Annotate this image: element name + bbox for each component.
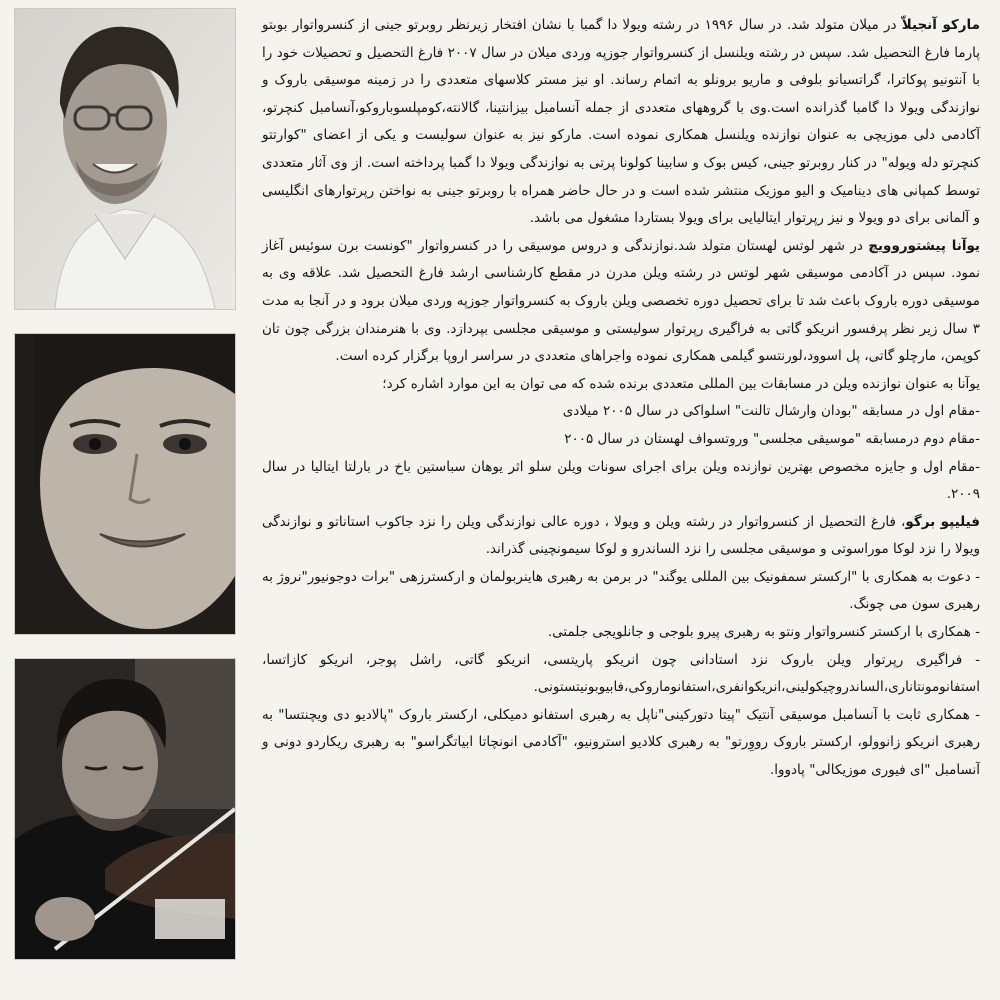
bio-body: در میلان متولد شد. در سال ۱۹۹۶ در رشته ویولا دا گمبا با نشان افتخار زیرنظر روبرتو جینی از کنسرواتوار بوبتو پارما فارغ التحصیل شد. سپس در رشته ویلنسل از کنسرواتوار جوزپه وردی میلان در سال ۲۰۰۷ فارغ التحصیل و تحصیلات خود را با آنتونیو پوکاترا، گراتسیانو بلوفی و ماریو برونلو به اتمام رساند. او نیز مستر کلاسهای متعددی را در زمینه موسیقی باروک و نوازندگی ویولا دا گامبا گذرانده است.وی با گروههای متعددی از جمله آنسامبل بیزانتینا، گالانته،کومپلسوباروکو،آنسامبل کنچرتو، آکادمی دلی موزیچی به عنوان نوازنده ویلنسل همکاری نموده است. مارکو نیز به عنوان سولیست و یکی از اعضای "کوارتتو کنچرتو دله ویوله" در کنار روبرتو جینی، کیس بوک و سابینا کولونا پرتی به نوازندگی ویولا دا گمبا پرداخته است. از وی آثار متعددی توسط کمپانی های دینامیک و الیو موزیک منتشر شده است و در حال حاضر همراه با روبرتو جینی به نواختن رپرتوارهای انگلیسی و آلمانی برای دو ویولا و نیز رپرتوار ایتالیایی برای ویولا بستاردا مشغول می باشد. [262, 17, 980, 227]
portrait-violinist-image [15, 659, 235, 959]
portrait-man-glasses-image [15, 9, 235, 309]
list-item: - فراگیری رپرتوار ویلن باروک نزد استادانی چون انریکو پاریتسی، انریکو گاتی، راشل پوجر، انریکو کازاتسا، استفانومونتاناری،الساندروچیکولینی،انریکوانفری،استفانوماروکی،فابیوبونیتستونی. [262, 651, 980, 696]
bio-body: ، فارغ التحصیل از کنسرواتوار در رشته ویلن و ویولا ، دوره عالی نوازندگی ویلن را نزد جاکوب استاناتو و نوازندگی ویولا را نزد لوکا موراسوتی و موسیقی مجلسی را نزد الساندرو و لوکا سیمونچینی گذراند. [262, 513, 980, 558]
list-item: - همکاری ثابت با آنسامبل موسیقی آنتیک "پیتا دتورکینی"ناپل به رهبری استفانو دمیکلی، ارکستر باروک "پالادیو دی ویچنتسا" به رهبری انریکو زانوولو، ارکستر باروک رووِرتو" به رهبری کلادیو استرونیو، "آکادمی انونچاتا ابیاتگراسو" به رهبری ریکاردو دونی و آنسامبل "ای فیوری موزیکالی" پادووا. [262, 706, 980, 779]
bio-marco-angilella [262, 12, 980, 233]
list-item: -مقام اول و جایزه مخصوص بهترین نوازنده ویلن برای اجرای سونات ویلن سلو اثر یوهان سباستین باخ در بارلتا ایتالیا در سال ۲۰۰۹. [262, 458, 980, 503]
bio-filippo-bergo [262, 509, 980, 785]
bio-body: در شهر لوتس لهستان متولد شد.نوازندگی و دروس موسیقی را در کنسرواتوار "کونست برن سوئیس آغاز نمود. سپس در آکادمی موسیقی شهر لوتس در رشته ویلن مدرن در مقطع کارشناسی ارشد فارغ التحصیل شد. علاقه وی به موسیقی دوره باروک باعث شد تا برای تحصیل دوره تخصصی ویلن باروک به کنسرواتوار جوزپه وردی میلان برود و در آنجا به مدت ۳ سال زیر نظر پرفسور انریکو گاتی به فراگیری رپرتوار سولیستی و موسیقی مجلسی بپردازد. وی با هنرمندان بزرگی چون تان کوپمن، مارچلو گاتی، پل اسوود،لورنتسو گیلمی همکاری نموده واجراهای متعددی در سراسر اروپا برگزار کرده است. [262, 237, 980, 365]
list-item: -مقام دوم درمسابقه "موسیقی مجلسی" وروتسواف لهستان در سال ۲۰۰۵ [564, 430, 980, 447]
portrait-woman-smiling-image [15, 334, 235, 634]
musician-name: یوآنا پیشتوروویچ [868, 237, 980, 254]
musician-name: مارکو آنجیلاّ [901, 17, 980, 33]
bio-paragraph [262, 12, 980, 233]
list-item: - دعوت به همکاری با "ارکستر سمفونیک بین المللی یوگند" در برمن به رهبری هاینربولمان و ارکسترزهی "برات دوجونیور"نروژ به رهبری سون می چونگ. [262, 568, 980, 613]
bio-paragraph [262, 233, 980, 371]
biographies-text [262, 12, 980, 785]
musician-name: فیلیپو برگو [905, 513, 980, 530]
portrait-marco-angilella [14, 8, 236, 310]
list-item: -مقام اول در مسابقه "بودان وارشال تالنت" اسلواکی در سال ۲۰۰۵ میلادی [562, 403, 980, 420]
bio-joanna-pisztorowicz [262, 233, 980, 509]
list-item: - همکاری با ارکستر کنسرواتوار ونتو به رهبری پیرو بلوجی و جانلویجی جلمتی. [547, 624, 980, 641]
portrait-filippo-bergo [14, 658, 236, 960]
bio-paragraph [262, 509, 980, 564]
portrait-joanna-pisztorowicz [14, 333, 236, 635]
awards-intro: یوآنا به عنوان نوازنده ویلن در مسابقات بین المللی متعددی برنده شده که می توان به این موارد اشاره کرد؛ [382, 375, 980, 392]
